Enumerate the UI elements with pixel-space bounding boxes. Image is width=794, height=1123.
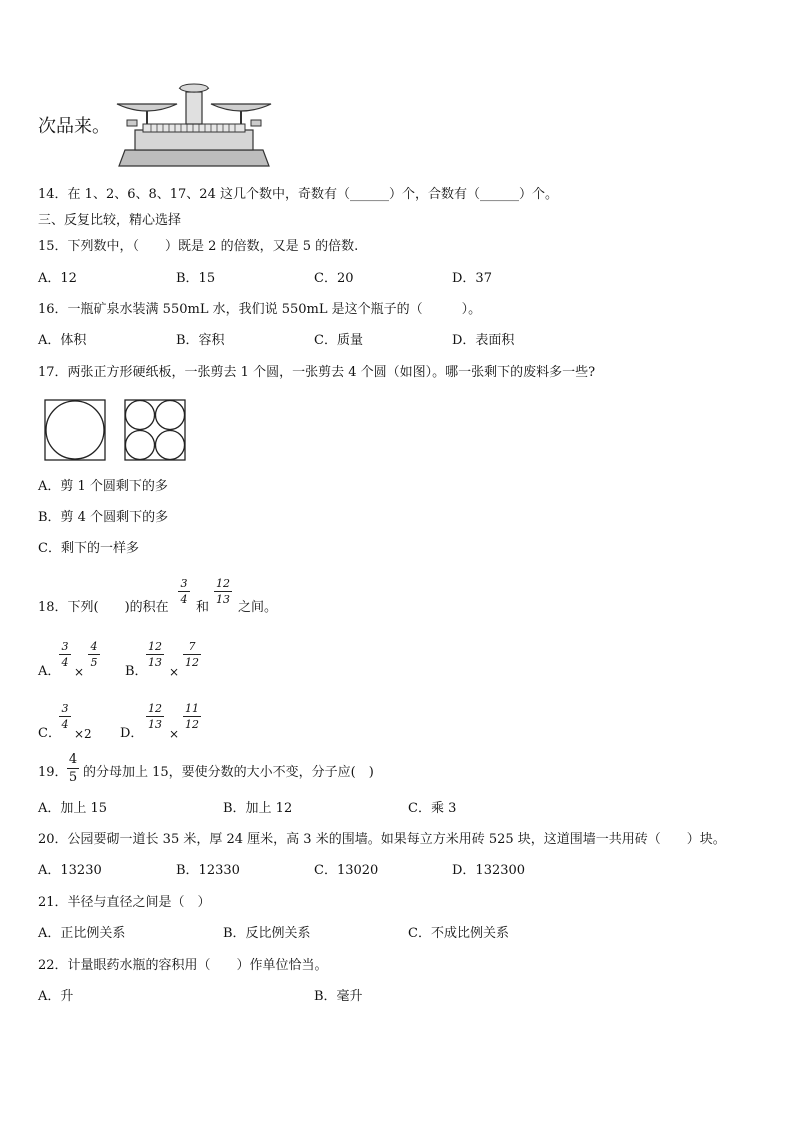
times-sign: × [169,727,180,741]
q20-option-a: A．13230 [38,863,102,878]
q18-suffix: 之间。 [238,600,278,615]
q18-option-d-label: D． [120,726,144,741]
q18-option-c-label: C． [38,726,61,741]
q16-option-d: D．表面积 [452,333,515,348]
q21-option-b: B．反比例关系 [223,926,311,941]
times-sign: × [169,665,180,679]
q18-option-b-frac1: 12 13 [148,640,162,669]
q18-option-a-label: A． [38,664,61,679]
q18-option-d-frac1: 12 13 [148,702,162,731]
q18-option-a-frac1: 3 4 [59,640,71,669]
q17-stem: 17．两张正方形硬纸板，一张剪去 1 个圆，一张剪去 4 个圆（如图）。哪一张剩下的废料多一些? [38,365,596,380]
q19-fraction: 4 5 [68,752,78,785]
q19-option-b: B．加上 12 [223,801,293,816]
q18-option-a-frac2: 4 5 [88,640,100,669]
q21-option-a: A．正比例关系 [38,926,126,941]
q18-option-b-label: B． [125,664,148,679]
q19-number: 19． [38,765,68,780]
q15-option-a: A．12 [38,271,77,286]
q21-stem: 21．半径与直径之间是（ ） [38,895,211,910]
q14-text: 14．在 1、2、6、8、17、24 这几个数中，奇数有（______）个，合数有（______）个。 [38,187,558,202]
q19-stem: 的分母加上 15，要使分数的大小不变，分子应( ) [83,765,374,780]
cardboard-circles-figure [44,399,194,463]
q18-and: 和 [196,600,210,615]
q18-prefix: 18．下列( )的积在 [38,600,169,615]
q16-stem: 16．一瓶矿泉水装满 550mL 水，我们说 550mL 是这个瓶子的（ ）。 [38,302,482,317]
q22-option-a: A．升 [38,989,74,1004]
q20-option-b: B．12330 [176,863,240,878]
q15-stem: 15．下列数中，（ ）既是 2 的倍数，又是 5 的倍数. [38,239,359,254]
q20-stem: 20．公园要砌一道长 35 米，厚 24 厘米，高 3 米的围墙。如果每立方米用砖 525 块，这道围墙一共用砖（ ）块。 [38,832,726,847]
q18-fraction-lower: 3 4 [178,577,190,606]
times-two: ×2 [74,727,92,741]
q19-option-c: C．乘 3 [408,801,457,816]
q17-option-c: C．剩下的一样多 [38,541,139,556]
q15-option-c: C．20 [314,271,354,286]
q18-fraction-upper: 12 13 [216,577,230,606]
balance-scale-image [113,82,275,168]
q16-option-c: C．质量 [314,333,363,348]
q19-option-a: A．加上 15 [38,801,108,816]
section-heading: 三、反复比较，精心选择 [38,213,182,228]
q17-option-a: A．剪 1 个圆剩下的多 [38,479,168,494]
times-sign: × [74,665,85,679]
q15-option-d: D．37 [452,271,492,286]
q13-tail-text: 次品来。 [38,116,110,137]
q20-option-d: D．132300 [452,863,526,878]
q22-option-b: B．毫升 [314,989,363,1004]
q16-option-a: A．体积 [38,333,87,348]
q15-option-b: B．15 [176,271,216,286]
q18-option-d-frac2: 11 12 [185,702,199,731]
q18-option-c-frac1: 3 4 [59,702,71,731]
q22-stem: 22．计量眼药水瓶的容积用（ ）作单位恰当。 [38,958,328,973]
q20-option-c: C．13020 [314,863,379,878]
q16-option-b: B．容积 [176,333,225,348]
q18-option-b-frac2: 7 12 [185,640,199,669]
q21-option-c: C．不成比例关系 [408,926,509,941]
q17-option-b: B．剪 4 个圆剩下的多 [38,510,169,525]
